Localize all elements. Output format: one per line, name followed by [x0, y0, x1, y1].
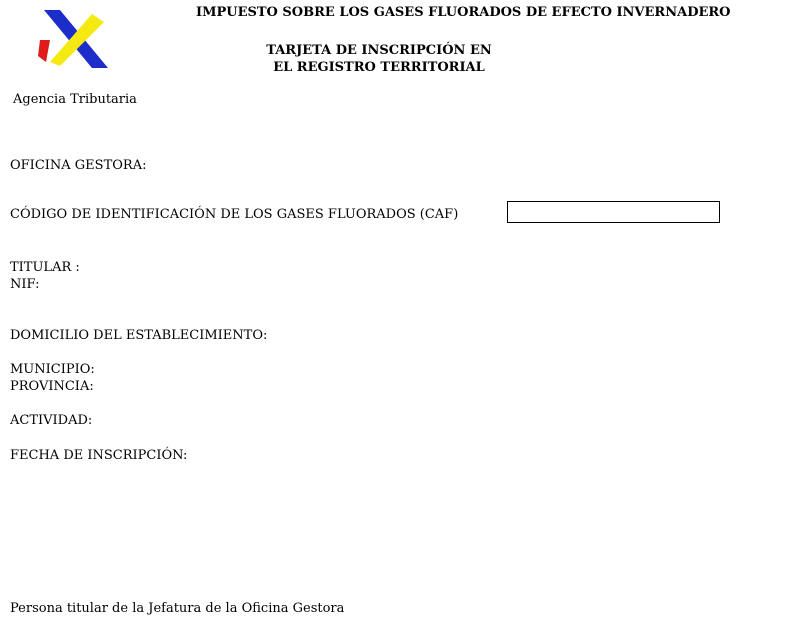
caf-label: CÓDIGO DE IDENTIFICACIÓN DE LOS GASES FLUORADOS (CAF): [10, 207, 459, 222]
actividad-label: ACTIVIDAD:: [10, 413, 93, 428]
municipio-label: MUNICIPIO:: [10, 362, 95, 377]
subtitle-line-1: TARJETA DE INSCRIPCIÓN EN: [266, 43, 492, 58]
signature-label: Persona titular de la Jefatura de la Oficina Gestora: [10, 601, 345, 616]
oficina-gestora-label: OFICINA GESTORA:: [10, 158, 147, 173]
agencia-tributaria-logo: [36, 10, 112, 72]
agency-name: Agencia Tributaria: [13, 92, 137, 107]
document-subtitle: [250, 42, 508, 76]
logo-red-stroke: [38, 40, 50, 62]
subtitle-line-2: EL REGISTRO TERRITORIAL: [273, 60, 485, 75]
nif-label: NIF:: [10, 277, 40, 292]
caf-code-box[interactable]: [507, 201, 720, 223]
fecha-inscripcion-label: FECHA DE INSCRIPCIÓN:: [10, 448, 188, 463]
provincia-label: PROVINCIA:: [10, 379, 94, 394]
document-title: IMPUESTO SOBRE LOS GASES FLUORADOS DE EFECTO INVERNADERO: [196, 5, 731, 20]
titular-label: TITULAR :: [10, 260, 80, 275]
domicilio-label: DOMICILIO DEL ESTABLECIMIENTO:: [10, 328, 268, 343]
